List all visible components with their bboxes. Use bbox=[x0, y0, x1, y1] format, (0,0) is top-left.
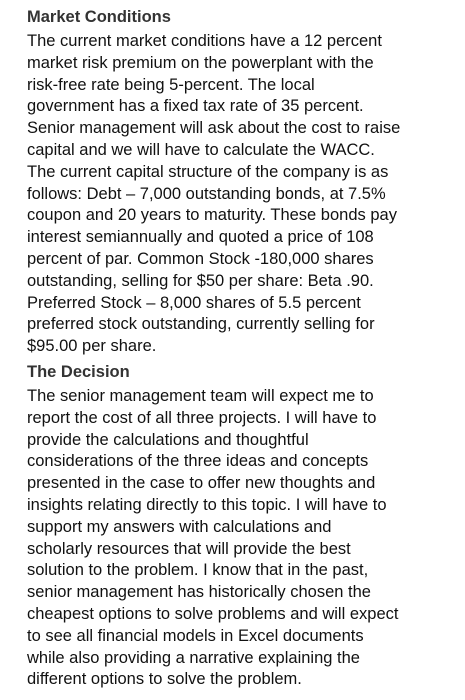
text-line: $95.00 per share. bbox=[27, 337, 157, 356]
text-line: percent of par. Common Stock -180,000 shares bbox=[27, 249, 374, 268]
text-line: interest semiannually and quoted a price of 108 bbox=[27, 228, 374, 247]
text-line: insights relating directly to this topic. I will have to bbox=[27, 495, 387, 514]
text-line: Senior management will ask about the cost to raise bbox=[27, 119, 401, 138]
text-line: The current capital structure of the company is as bbox=[27, 162, 389, 181]
text-line: solution to the problem. I know that in the past, bbox=[27, 561, 369, 580]
text-line: risk-free rate being 5-percent. The local bbox=[27, 75, 315, 94]
text-line: provide the calculations and thoughtful bbox=[27, 430, 309, 449]
text-line: Preferred Stock – 8,000 shares of 5.5 percent bbox=[27, 293, 361, 312]
text-line: cheapest options to solve problems and will expect bbox=[27, 604, 399, 623]
text-line: considerations of the three ideas and concepts bbox=[27, 452, 369, 471]
text-line: The current market conditions have a 12 percent bbox=[27, 32, 382, 50]
text-line: support my answers with calculations and bbox=[27, 517, 332, 536]
text-line: report the cost of all three projects. I will have to bbox=[27, 408, 377, 427]
text-line: different options to solve the problem. bbox=[27, 670, 302, 689]
text-line: follows: Debt – 7,000 outstanding bonds, at 7.5% bbox=[27, 184, 386, 203]
text-line: to see all financial models in Excel documents bbox=[27, 626, 364, 645]
text-line: while also providing a narrative explaining the bbox=[27, 648, 360, 667]
text-line: preferred stock outstanding, currently selling for bbox=[27, 315, 375, 334]
text-line: outstanding, selling for $50 per share: Beta .90. bbox=[27, 271, 374, 290]
text-line: senior management has historically chosen the bbox=[27, 583, 371, 602]
section-heading-the-decision: The Decision bbox=[27, 362, 130, 381]
text-line: presented in the case to offer new thoughts and bbox=[27, 474, 376, 493]
text-line: market risk premium on the powerplant with the bbox=[27, 53, 374, 72]
text-line: government has a fixed tax rate of 35 percent. bbox=[27, 97, 364, 116]
decision-paragraph bbox=[27, 386, 455, 691]
text-line: The senior management team will expect me to bbox=[27, 386, 374, 405]
text-line: scholarly resources that will provide the best bbox=[27, 539, 351, 558]
market-conditions-paragraph bbox=[27, 31, 455, 358]
section-heading-market-conditions: Market Conditions bbox=[27, 8, 171, 26]
text-line: capital and we will have to calculate the WACC. bbox=[27, 140, 375, 159]
text-line: coupon and 20 years to maturity. These bonds pay bbox=[27, 206, 397, 225]
